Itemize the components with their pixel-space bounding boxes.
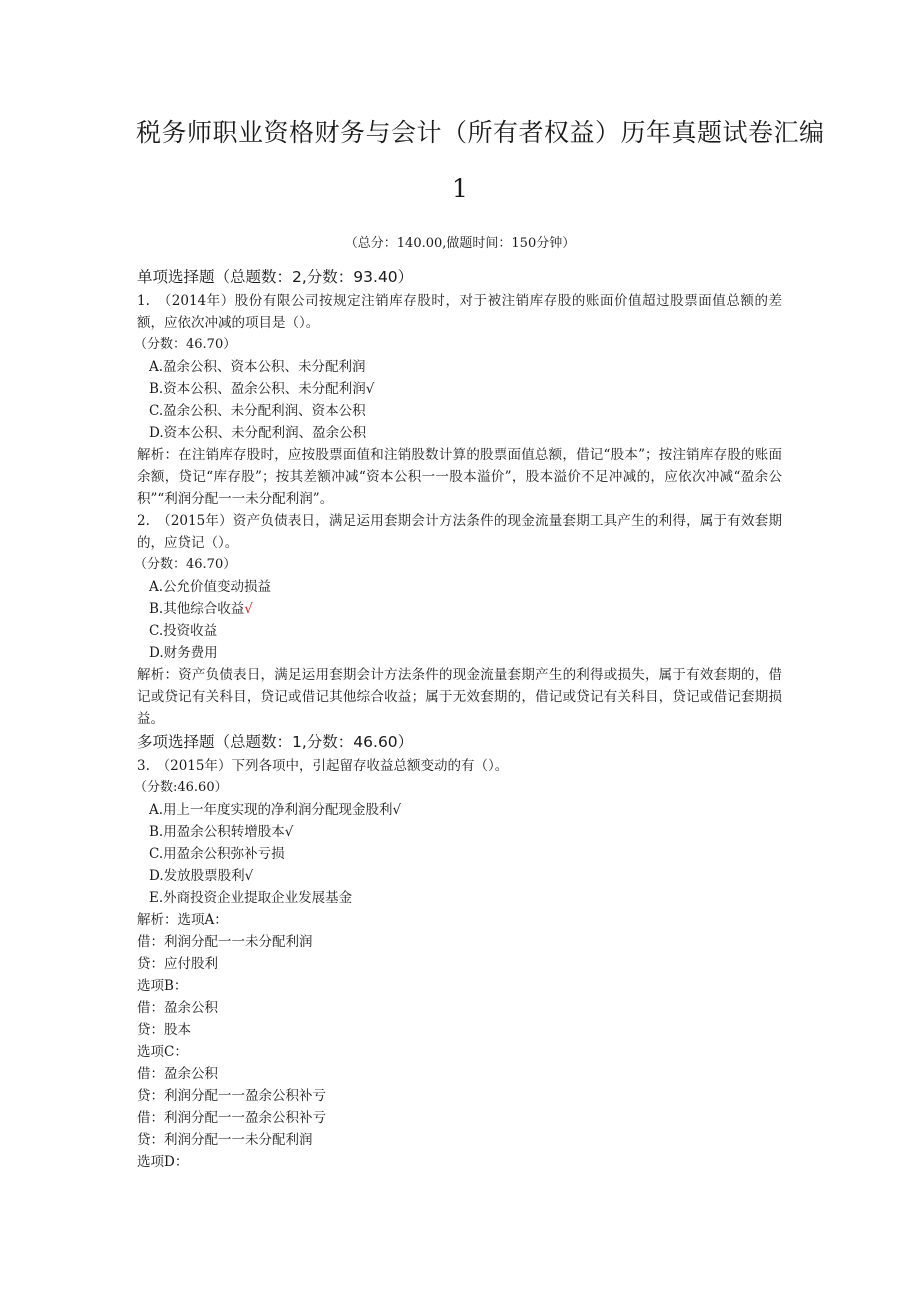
check-mark: √: [365, 381, 375, 397]
option-text: D.资本公积、未分配利润、盈余公积: [149, 425, 367, 441]
exam-content: [134, 265, 782, 1173]
question-score: （分数:46.60）: [134, 780, 228, 795]
analysis-line: 解析：选项A：: [137, 912, 228, 928]
option-c: [137, 400, 782, 422]
analysis-line: 借：盈余公积: [137, 1000, 218, 1016]
question-3: [134, 755, 782, 1173]
question-stem: 3. （2015年）下列各项中，引起留存收益总额变动的有（）。: [137, 758, 509, 774]
option-text: E.外商投资企业提取企业发展基金: [149, 890, 353, 906]
option-b: [137, 598, 782, 620]
question-score: （分数：46.70）: [134, 557, 237, 572]
analysis-line: 贷：股本: [137, 1022, 191, 1038]
option-text: C.用盈余公积弥补亏损: [149, 846, 285, 862]
analysis-line: 贷：利润分配一一未分配利润: [137, 1132, 313, 1148]
question-analysis: 解析：在注销库存股时，应按股票面值和注销股数计算的股票面值总额，借记“股本”；按注销库存股的账面余额，贷记“库存股”；按其差额冲减“资本公积一一股本溢价”，股本溢价不足冲减的，应依次冲减“盈余公积”“利润分配一一未分配利润”。: [137, 447, 782, 507]
option-c: [137, 843, 782, 865]
section-heading-single-choice: 单项选择题（总题数：2,分数：93.40）: [137, 268, 414, 286]
question-stem: 2. （2015年）资产负债表日，满足运用套期会计方法条件的现金流量套期工具产生的利得，属于有效套期的，应贷记（）。: [137, 513, 782, 551]
question-analysis: 解析：资产负债表日，满足运用套期会计方法条件的现金流量套期产生的利得或损失，属于有效套期的，借记或贷记有关科目，贷记或借记其他综合收益；属于无效套期的，借记或贷记有关科目，贷记或借记套期损益。: [137, 667, 782, 727]
option-text: B.资本公积、盈余公积、未分配利润: [149, 381, 366, 397]
option-text: A.用上一年度实现的净利润分配现金股利: [149, 802, 393, 818]
option-a: [137, 799, 782, 821]
option-a: [137, 576, 782, 598]
check-mark: √: [392, 802, 402, 818]
check-mark: √: [244, 601, 253, 617]
analysis-line: 借：利润分配一一盈余公积补亏: [137, 1110, 326, 1126]
option-a: [137, 356, 782, 378]
question-2: [134, 510, 782, 730]
question-analysis: [137, 909, 782, 1173]
option-text: D.财务费用: [149, 645, 218, 661]
section-heading-multiple-choice: 多项选择题（总题数：1,分数：46.60）: [137, 733, 414, 751]
document-title: 税务师职业资格财务与会计（所有者权益）历年真题试卷汇编: [136, 118, 825, 147]
analysis-line: 贷：利润分配一一盈余公积补亏: [137, 1088, 326, 1104]
check-mark: √: [284, 824, 294, 840]
check-mark: √: [244, 868, 254, 884]
option-c: [137, 620, 782, 642]
analysis-line: 选项C：: [137, 1044, 188, 1060]
option-d: [137, 642, 782, 664]
option-d: [137, 422, 782, 444]
option-text: C.盈余公积、未分配利润、资本公积: [149, 403, 366, 419]
option-text: A.盈余公积、资本公积、未分配利润: [149, 359, 366, 375]
option-e: [137, 887, 782, 909]
option-d: [137, 865, 782, 887]
analysis-line: 选项B：: [137, 978, 188, 994]
document-title-number: 1: [452, 174, 468, 203]
question-score: （分数：46.70）: [134, 337, 237, 352]
option-text: D.发放股票股利: [149, 868, 245, 884]
question-stem: 1. （2014年）股份有限公司按规定注销库存股时，对于被注销库存股的账面价值超过股票面值总额的差额，应依次冲减的项目是（）。: [137, 293, 782, 331]
question-1: [134, 290, 782, 510]
option-b: [137, 378, 782, 400]
option-text: B.其他综合收益: [149, 601, 245, 617]
option-b: [137, 821, 782, 843]
analysis-line: 借：盈余公积: [137, 1066, 218, 1082]
option-text: C.投资收益: [149, 623, 218, 639]
option-text: A.公允价值变动损益: [149, 579, 272, 595]
option-text: B.用盈余公积转增股本: [149, 824, 285, 840]
analysis-line: 贷：应付股利: [137, 956, 218, 972]
analysis-line: 借：利润分配一一未分配利润: [137, 934, 313, 950]
analysis-line: 选项D：: [137, 1154, 189, 1170]
exam-meta: （总分：140.00,做题时间：150分钟）: [344, 236, 576, 251]
